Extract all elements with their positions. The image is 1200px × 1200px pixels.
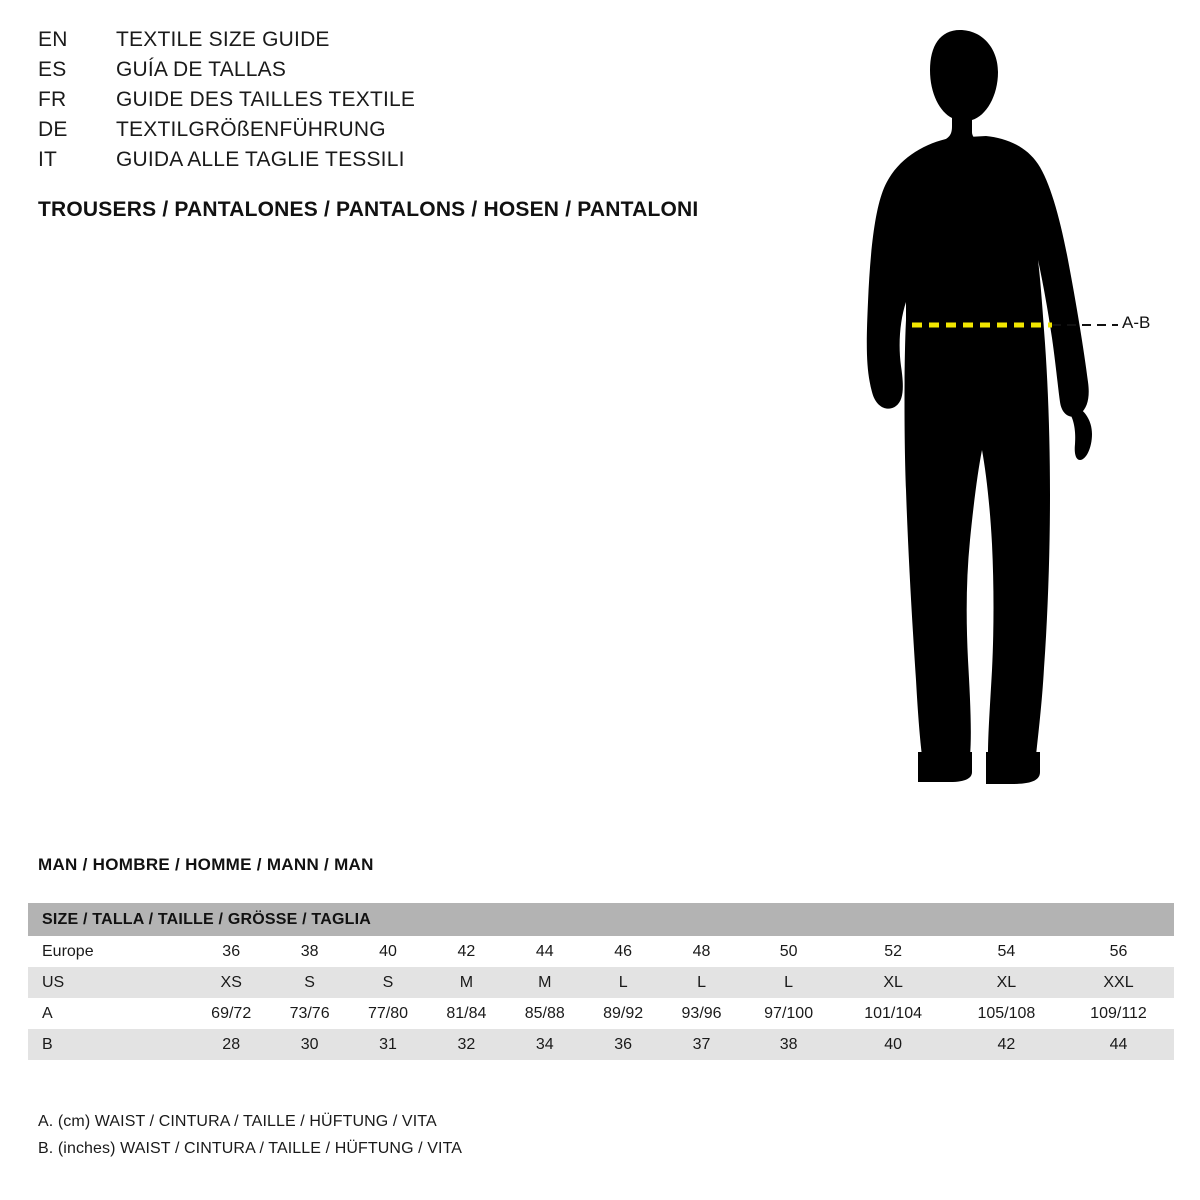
man-silhouette-icon — [867, 30, 1092, 784]
cell: XS — [192, 967, 270, 998]
cell: 28 — [192, 1029, 270, 1060]
size-table — [28, 903, 1174, 1060]
cell: 77/80 — [349, 998, 427, 1029]
language-row-it — [38, 148, 818, 178]
cell: L — [662, 967, 740, 998]
cell: 93/96 — [662, 998, 740, 1029]
language-text-it: GUIDA ALLE TAGLIE TESSILI — [116, 148, 405, 171]
footnote-b: B. (inches) WAIST / CINTURA / TAILLE / HÜFTUNG / VITA — [38, 1140, 463, 1158]
cell: M — [427, 967, 505, 998]
row-label-b: B — [28, 1029, 192, 1060]
row-label-us: US — [28, 967, 192, 998]
cell: L — [584, 967, 662, 998]
footnotes — [38, 1108, 462, 1162]
footnote-a: A. (cm) WAIST / CINTURA / TAILLE / HÜFTUNG / VITA — [38, 1113, 437, 1130]
cell: 52 — [837, 936, 950, 967]
language-text-en: TEXTILE SIZE GUIDE — [116, 28, 330, 51]
cell: 73/76 — [270, 998, 348, 1029]
measure-label-ab: A-B — [1122, 313, 1151, 332]
language-text-de: TEXTILGRÖßENFÜHRUNG — [116, 118, 386, 141]
language-code-en: EN — [38, 28, 68, 51]
table-row — [28, 936, 1174, 967]
language-row-en — [38, 28, 818, 58]
cell: 50 — [741, 936, 837, 967]
cell: XXL — [1063, 967, 1174, 998]
language-code-es: ES — [38, 58, 67, 81]
cell: XL — [950, 967, 1063, 998]
cell: 38 — [741, 1029, 837, 1060]
table-section-title: MAN / HOMBRE / HOMME / MANN / MAN — [38, 855, 374, 874]
cell: 46 — [584, 936, 662, 967]
language-code-de: DE — [38, 118, 68, 141]
cell: 42 — [950, 1029, 1063, 1060]
table-header-label: SIZE / TALLA / TAILLE / GRÖSSE / TAGLIA — [28, 903, 1174, 936]
cell: 48 — [662, 936, 740, 967]
cell: S — [270, 967, 348, 998]
language-text-fr: GUIDE DES TAILLES TEXTILE — [116, 88, 416, 111]
language-title-block — [38, 28, 818, 222]
table-header-row — [28, 903, 1174, 936]
cell: 30 — [270, 1029, 348, 1060]
cell: 54 — [950, 936, 1063, 967]
table-row — [28, 967, 1174, 998]
table-row — [28, 1029, 1174, 1060]
cell: M — [506, 967, 584, 998]
cell: 38 — [270, 936, 348, 967]
garment-type-line: TROUSERS / PANTALONES / PANTALONS / HOSEN / PANTALONI — [38, 198, 699, 221]
cell: 109/112 — [1063, 998, 1174, 1029]
cell: 44 — [506, 936, 584, 967]
silhouette-figure — [800, 20, 1200, 810]
cell: 97/100 — [741, 998, 837, 1029]
language-row-es — [38, 58, 818, 88]
cell: 34 — [506, 1029, 584, 1060]
cell: 31 — [349, 1029, 427, 1060]
cell: 36 — [192, 936, 270, 967]
cell: 56 — [1063, 936, 1174, 967]
language-code-fr: FR — [38, 88, 67, 111]
cell: 36 — [584, 1029, 662, 1060]
language-text-es: GUÍA DE TALLAS — [116, 58, 287, 81]
cell: 81/84 — [427, 998, 505, 1029]
cell: 69/72 — [192, 998, 270, 1029]
cell: 40 — [837, 1029, 950, 1060]
cell: 105/108 — [950, 998, 1063, 1029]
cell: 37 — [662, 1029, 740, 1060]
cell: 40 — [349, 936, 427, 967]
row-label-a: A — [28, 998, 192, 1029]
cell: 101/104 — [837, 998, 950, 1029]
language-row-fr — [38, 88, 818, 118]
cell: 44 — [1063, 1029, 1174, 1060]
row-label-europe: Europe — [28, 936, 192, 967]
cell: 42 — [427, 936, 505, 967]
language-row-de — [38, 118, 818, 148]
cell: 85/88 — [506, 998, 584, 1029]
cell: XL — [837, 967, 950, 998]
table-row — [28, 998, 1174, 1029]
cell: S — [349, 967, 427, 998]
language-code-it: IT — [38, 148, 58, 171]
cell: 32 — [427, 1029, 505, 1060]
cell: 89/92 — [584, 998, 662, 1029]
cell: L — [741, 967, 837, 998]
